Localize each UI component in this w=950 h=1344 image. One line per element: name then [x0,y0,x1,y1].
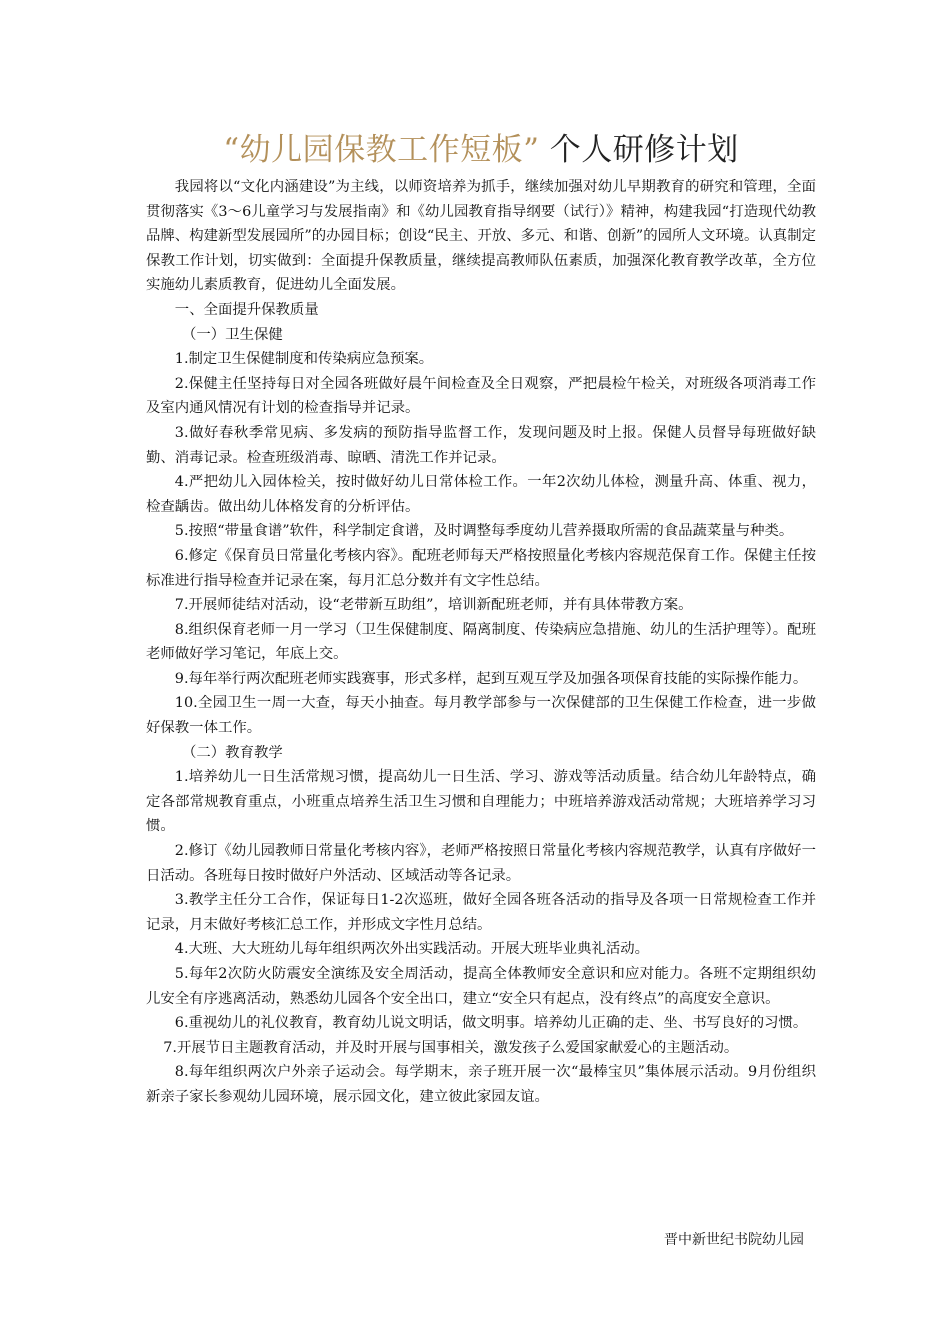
list-item: 8.每年组织两次户外亲子运动会。每学期末，亲子班开展一次“最棒宝贝”集体展示活动。9月份组织新亲子家长参观幼儿园环境，展示园文化，建立彼此家园友谊。 [146,1064,816,1105]
list-item: 2.修订《幼儿园教师日常量化考核内容》，老师严格按照日常量化考核内容规范教学，认真有序做好一日活动。各班每日按时做好户外活动、区域活动等各记录。 [146,843,816,884]
title-part-1: “幼儿园保教工作短板” [223,132,540,168]
list-item: 4.大班、大大班幼儿每年组织两次外出实践活动。开展大班毕业典礼活动。 [174,941,650,958]
subsection-heading-1: （一）卫生保健 [182,326,283,343]
list-item: 2.保健主任坚持每日对全园各班做好晨午间检查及全日观察，严把晨检午检关，对班级各项消毒工作及室内通风情况有计划的检查指导并记录。 [146,375,816,417]
subsection-heading-2: （二）教育教学 [182,744,283,761]
list-item: 5.按照“带量食谱”软件，科学制定食谱，及时调整每季度幼儿营养摄取所需的食品蔬菜量与种类。 [174,523,794,540]
list-item: 7.开展师徒结对活动，设“老带新互助组”，培训新配班老师，并有具体带教方案。 [174,597,693,614]
section-heading-1: 一、全面提升保教质量 [174,301,319,318]
list-item: 1.培养幼儿一日生活常规习惯，提高幼儿一日生活、学习、游戏等活动质量。结合幼儿年龄特点，确定各部常规教育重点，小班重点培养生活卫生习惯和自理能力；中班培养游戏活动常规；大班培养学习习惯。 [146,769,816,835]
list-item: 4.严把幼儿入园体检关，按时做好幼儿日常体检工作。一年2次幼儿体检，测量升高、体重、视力，检查龋齿。做出幼儿体格发育的分析评估。 [146,474,816,515]
title-part-2: 个人研修计划 [549,132,739,168]
document-title [146,128,816,172]
list-item: 5.每年2次防火防震安全演练及安全周活动，提高全体教师安全意识和应对能力。各班不定期组织幼儿安全有序逃离活动，熟悉幼儿园各个安全出口，建立“安全只有起点，没有终点”的高度安全意识。 [146,966,816,1007]
list-item: 6.修定《保育员日常量化考核内容》。配班老师每天严格按照量化考核内容规范保育工作。保健主任按标准进行指导检查并记录在案，每月汇总分数并有文字性总结。 [146,547,816,589]
list-item: 3.做好春秋季常见病、多发病的预防指导监督工作，发现问题及时上报。保健人员督导每班做好缺勤、消毒记录。检查班级消毒、晾晒、清洗工作并记录。 [146,424,816,466]
list-item: 9.每年举行两次配班老师实践赛事，形式多样，起到互观互学及加强各项保育技能的实际操作能力。 [174,670,808,687]
footer-organization: 晋中新世纪书院幼儿园 [664,1232,804,1248]
list-item: 8.组织保育老师一月一学习（卫生保健制度、隔离制度、传染病应急措施、幼儿的生活护理等）。配班老师做好学习笔记，年底上交。 [146,621,816,663]
list-item: 3.教学主任分工合作，保证每日1-2次巡班，做好全园各班各活动的指导及各项一日常规检查工作并记录，月末做好考核汇总工作，并形成文字性月总结。 [146,892,816,933]
intro-paragraph: 我园将以“文化内涵建设”为主线，以师资培养为抓手，继续加强对幼儿早期教育的研究和管理，全面贯彻落实《3～6儿童学习与发展指南》和《幼儿园教育指导纲要（试行）》精神，构建我园“打造现代幼教品牌、构建新型发展园所”的办园目标；创设“民主、开放、多元、和谐、创新”的园所人文环境。认真制定保教工作计划，切实做到：全面提升保教质量，继续提高教师队伍素质，加强深化教育教学改革，全方位实施幼儿素质教育，促进幼儿全面发展。 [146,179,816,294]
list-item: 10.全园卫生一周一大查，每天小抽查。每月教学部参与一次保健部的卫生保健工作检查，进一步做好保教一体工作。 [146,695,816,737]
document-body [146,175,816,1110]
list-item: 6.重视幼儿的礼仪教育，教育幼儿说文明话，做文明事。培养幼儿正确的走、坐、书写良好的习惯。 [174,1015,808,1032]
list-item: 7.开展节日主题教育活动，并及时开展与国事相关，激发孩子么爱国家献爱心的主题活动。 [163,1039,739,1056]
list-item: 1.制定卫生保健制度和传染病应急预案。 [174,351,434,368]
